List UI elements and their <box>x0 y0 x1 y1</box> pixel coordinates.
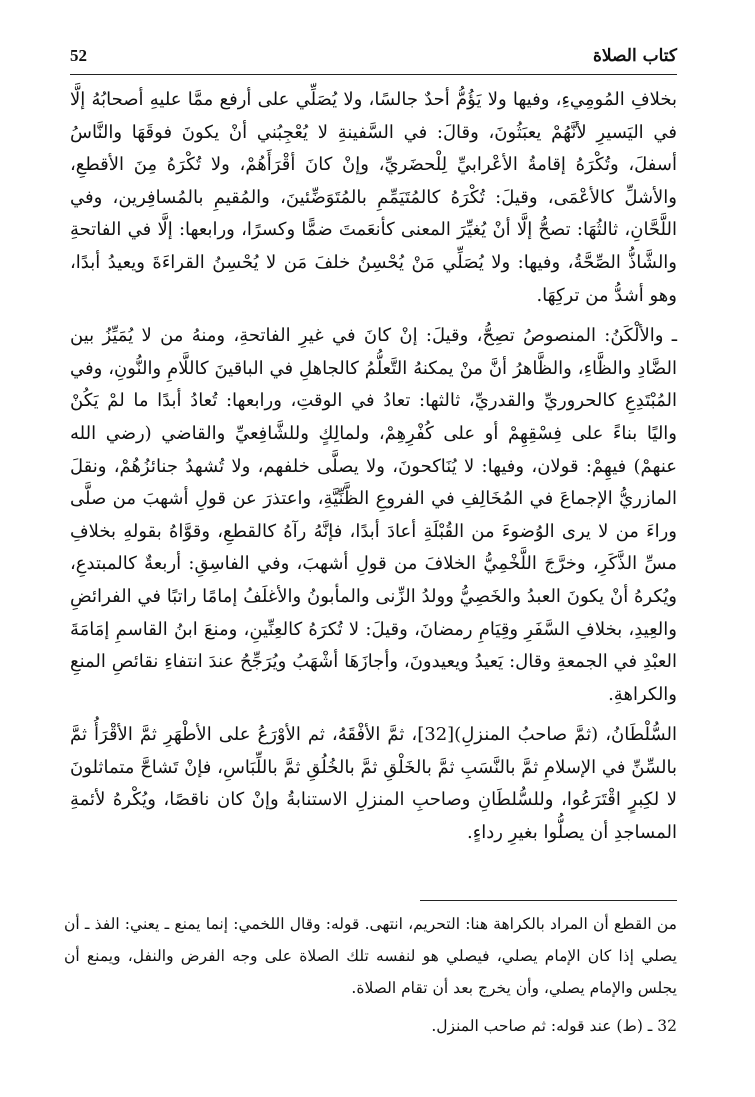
paragraph-2: ـ والألْكَنُ: المنصوصُ تصِحُّ، وقيلَ: إنْ كانَ في غيرِ الفاتحةِ، ومنهُ من لا يُمَيِّزُ بين الضَّادِ والظَّاءِ، والظَّاهرُ أنَّ منْ يمكنهُ التَّعلُّمُ كالجاهلِ في الباقينَ كاللَّامِ والنُّونِ، وفي المُبْتَدِعِ كالحروريِّ والقدريِّ، ثالثها: تعادُ في الوقتِ، ورابعها: تُعادُ أبدًا ما لمْ يَكُنْ واليًا بناءً على فِسْقِهِمْ أو على كُفْرِهِمْ، ولمالِكٍ وللشَّافِعيِّ والقاضي (رضي الله عنهمْ) فيهِمْ: قولان، وفيها: لا يُنَاكحونَ، ولا يصلَّى خلفهم، ولا تُشهدُ جنائزُهُمْ، ونقلَ المازريُّ الإجماعَ في المُخَالِفِ في الفروعِ الظَّنِّيَّةِ، واعتذرَ عن قولِ أشهبَ من صلَّى وراءَ من لا يرى الوُضوءَ من القُبْلَةِ أعادَ أبدًا، فإنَّهُ رآهُ كالقطعِ، وقوَّاهُ بقولهِ بخلافِ مسِّ الذَّكَرِ، وخرَّجَ اللَّخْمِيُّ الخلافَ من قولِ أشهبَ، وفي الفاسِقِ: أربعةٌ كالمبتدعِ، ويُكرهُ أنْ يكونَ العبدُ والخَصِيُّ وولدُ الزِّنى والمأبونُ والأغلَفُ إمامًا راتبًا في الفرائضِ والعِيدِ، بخلافِ السَّفَرِ وقِيَامِ رمضانَ، وقيلَ: لا تُكرَهُ كالعِنِّينِ، ومنعَ ابنُ القاسمِ إمَامَةَ العبْدِ في الجمعةِ وقال: يَعيدُ ويعيدونَ، وأجازَهَا أشْهَبُ ويُرَجِّحُ عندَ انتفاءِ نقائصِ المنعِ والكراهةِ. <box>70 325 677 705</box>
main-text <box>70 84 677 850</box>
page-number: 52 <box>70 46 87 65</box>
footnote-continued: من القطع أن المراد بالكراهة هنا: التحريم، انتهى. قوله: وقال اللخمي: إنما يمنع ـ يعني: الفذ ـ أن يصلي إذا كان الإمام يصلي، فيصلي هو لنفسه تلك الصلاة على وجه الفرض والنفل، ويمنع أن يجلس والإمام يصلي، وأن يخرج بعد أن تقام الصلاة. <box>64 915 677 997</box>
header-rule <box>70 74 677 75</box>
paragraph-3: السُّلْطَانُ، (ثمَّ صاحبُ المنزلِ)[32]، ثمَّ الأفْقَهُ، ثم الأوْرَعُ على الأطْهَرِ ثمَّ الأقْرَأُ ثمَّ بالسِّنِّ في الإسلامِ ثمَّ بالنَّسَبِ ثمَّ بالخَلْقِ ثمَّ بالخُلُقِ ثمَّ باللِّبَاسِ، فإنْ تَشاحَّ متماثلونَ لا لكِبرٍ اقْتَرَعُوا، وللسُّلطَانِ وصاحبِ المنزلِ الاستنابةُ وإنْ كان ناقصًا، ويُكْرهُ لأئمةِ المساجدِ أن يصلُّوا بغيرِ رداءٍ. <box>70 724 677 844</box>
page-header <box>70 44 677 74</box>
footnote-rule <box>420 900 677 901</box>
footnotes <box>64 908 677 1042</box>
footnote-32: 32 ـ (ط) عند قوله: ثم صاحب المنزل. <box>431 1017 677 1035</box>
paragraph-1: بخلافِ المُومِيءِ، وفيها ولا يَؤُمُّ أحدٌ جالسًا، ولا يُصَلِّي على أرفع ممَّا عليهِ أصحابُهُ إلَّا في اليَسيرِ لأنَّهُمْ يعبَثُونَ، وقالَ: في السَّفينةِ لا يُعْجِبُني أنْ يكونَ فوقَهَا والنَّاسُ أسفلَ، وتُكْرَهُ إقامةُ الأعْرابيِّ لِلْحضَريِّ، وإنْ كانَ أقْرَأَهُمْ، ولا تُكْرَهُ مِنَ الأقطعِ، والأشلِّ كالأعْمَى، وقيلَ: تُكْرَهُ كالمُتَيَمِّمِ بالمُتَوَضِّئينَ، والمُقيمِ بالمُسافِرين، وفي اللَّحَّانِ، ثالثُهَا: تصحُّ إلَّا أنْ يُغيِّرَ المعنى كأنعَمتَ ضمًّا وكسرًا، ورابعها: إلَّا في الفاتحةِ والشَّاذُّ الصِّحَّةُ، وفيها: ولا يُصَلِّي مَنْ يُحْسِنُ خلفَ مَن لا يُحْسِنُ القراءَةَ ويعيدُ أبدًا، وهو أشدُّ من تركِهَا. <box>70 89 677 306</box>
running-title: كتاب الصلاة <box>592 46 677 66</box>
